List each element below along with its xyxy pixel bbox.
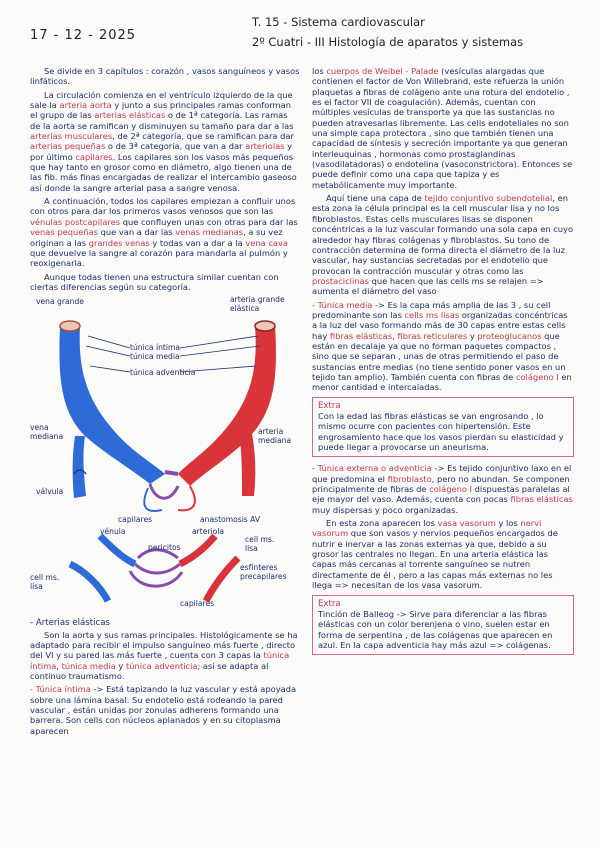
label-capilares: capilares (118, 515, 153, 525)
subendothelial-paragraph (312, 193, 574, 296)
tunica-media-paragraph (312, 300, 574, 393)
term-venas-pequenas: venas pequeñas (30, 227, 98, 238)
term-vasa-vasorum: vasa vasorum (437, 518, 496, 529)
label-cell-ms-lisa-left: cell ms. lisa (30, 573, 60, 591)
text: , a su vez originan a las (30, 227, 283, 248)
term-tejido-subendotelial: tejido conjuntivo subendotelial (424, 193, 553, 204)
label-arteria-mediana: arteria mediana (258, 427, 292, 445)
label-arteriola: arteriola (192, 527, 225, 537)
term-weibel-palade: cuerpos de Weibel - Palade (326, 66, 439, 76)
term-fibras-elasticas: fibras elásticas (329, 330, 393, 341)
term-tunica-media: túnica media (61, 660, 116, 671)
term-nervi-vasorum: nervi vasorum (312, 518, 542, 539)
text: y todas van a dar a la (149, 237, 246, 248)
extra-box-elasticity (312, 397, 574, 458)
text: o de 1ª categoría. Las ramas de la aorta se ramifican y disminuyen su tamaño para dar a las (30, 110, 294, 131)
term-prostaciclinas: prostaciclinas (312, 275, 369, 286)
term-fibroblasto: fibroblasto (387, 473, 432, 484)
term-arterias-pequenas: arterias pequeñas (30, 141, 106, 152)
text: organizadas concéntricas a la luz del vaso formando más de 30 capas entre estas cells hay (312, 309, 568, 341)
label-arteria-grande: arteria grande elástica (230, 295, 285, 313)
extra-text: Con la edad las fibras elásticas se van engrosando , lo mismo ocurre con pacientes con hipertensión. Este engrosamiento hace que los vasos pierdan su elasticidad y puede llegar a provocarse un aneurisma. (318, 411, 564, 453)
text: que están en decalaje ya que no forman paquetes compactos , sino que se separan , unas de otras permitiendo el paso de sustancias entre medias (no tiene sentido poner vasos en un tejido tan amplio). También cuenta con fibras de (312, 330, 566, 382)
term-arterias-elasticas: arterias elásticas (94, 110, 166, 121)
page-header (0, 0, 600, 60)
text: , (56, 660, 62, 671)
text: , de 2ª categoría, que se ramifican para dar (112, 131, 294, 142)
term-cells-ms-lisas: cells ms lisas (404, 309, 460, 320)
label-vena-mediana: vena mediana (30, 423, 64, 441)
topic-title: T. 15 - Sistema cardiovascular (252, 15, 425, 29)
text: que son vasos y nervios pequeños encargados de nutrir e inervar a las zonas externas ya que, debido a su grosor las centrales no llegan. En una arteria elástica las capas más cercanas al torrente sanguíneo se nutren directamente de él , pero a las capas más externas no les llega => necesitan de los vasa vasorum. (312, 528, 558, 591)
text: y (115, 660, 126, 671)
label-anastomosis: anastomosis AV (200, 515, 261, 525)
label-tunica-intima: túnica íntima (130, 343, 181, 353)
label-cell-ms-lisa-right: cell ms. lisa (245, 535, 275, 553)
tunica-intima-paragraph (30, 684, 300, 736)
text: en menor cantidad e intercaladas. (312, 371, 572, 393)
term-tunica-adventicia: túnica adventicia (125, 660, 198, 671)
venule-shape (100, 536, 135, 564)
text: y junto a sus principales ramas conforman el grupo de las (30, 100, 291, 121)
term-colageno-i: colágeno I (515, 371, 559, 382)
text: y los (495, 518, 521, 529)
elastic-arteries-paragraph (30, 630, 300, 682)
text: A continuación, todos los capilares empiezan a confluir unos con otros para dar los primeros vasos venosos que son las (30, 196, 296, 217)
term-tunica-media-heading: - Túnica media (312, 299, 373, 310)
label-vena-grande: vena grande (36, 297, 84, 307)
tunica-externa-paragraph (312, 463, 574, 515)
vasa-vasorum-paragraph (312, 518, 574, 590)
term-tunica-externa-heading: - Túnica externa o adventicia (312, 463, 432, 474)
vein-branch (73, 436, 86, 498)
extra-title: Extra (318, 400, 341, 411)
arteriole-shape (180, 536, 215, 564)
section-heading-arterias-elasticas: - Arterias elásticas (30, 618, 110, 629)
circulation-paragraph (30, 90, 300, 193)
label-pericitos: pericitos (148, 543, 181, 553)
capillary-bed (150, 484, 178, 498)
text: La circulación comienza en el ventrículo izquierdo de la que sale la (30, 89, 293, 111)
text: que hacen que las cells ms se relajen => aumenta el diámetro del vaso (312, 275, 544, 297)
term-proteoglucanos: proteoglucanos (477, 330, 542, 341)
term-capilares: capilares (75, 151, 113, 162)
term-vena-cava: vena cava (245, 237, 288, 248)
text: . Los capilares son los vasos más pequeños que hay tanto en grosor como en diámetro, algo tienen una de las fib. más finas encargadas de realizar el intercambio gaseoso así donde la sangre arterial pasa a sangre venosa. (30, 151, 297, 193)
term-arterias-musculares: arterias musculares (30, 131, 113, 142)
subject-title: 2º Cuatri - III Histología de aparatos y sistemas (252, 35, 524, 49)
label-tunica-adventicia: túnica adventicia (130, 368, 196, 378)
anastomosis-shape (165, 472, 178, 474)
term-arteria-aorta: arteria aorta (59, 100, 112, 111)
text: -> Es tejido conjuntivo laxo en el que predomina el (312, 463, 572, 484)
term-tunica-intima-heading: - Túnica íntima (30, 684, 91, 695)
term-tunica-intima: túnica íntima (30, 650, 290, 671)
right-vessel-lower (206, 558, 238, 601)
text: que devuelve la sangre al corazón para mandarla al pulmón y reoxigenarla. (30, 247, 288, 269)
text: Aquí tiene una capa de (326, 193, 425, 204)
text: En esta zona aparecen los (326, 518, 438, 529)
left-vessel-lower (70, 564, 108, 601)
text: , en esta zona la célula principal es la cell muscular lisa y no los fibroblastos. Estas cells musculares lisas se disponen concéntricas a la luz vascular formando una sola capa en cuyo alrededor hay fibras colágenas y fibroblastos. Su tono de contracción determina de forma directa el diámetro de la luz vascular, hay sustancias secretadas por el endotelio que provocan la contracción muscular y otras como las (312, 193, 574, 276)
term-grandes-venas: grandes venas (88, 237, 150, 248)
artery-lumen (255, 321, 275, 331)
text: y por último (30, 141, 293, 162)
venous-paragraph (30, 196, 300, 268)
text: o de 3ª categoría, que van a dar (105, 141, 246, 152)
date: 17 - 12 - 2025 (30, 28, 137, 43)
text: que confluyen unas con otras para dar las (120, 216, 298, 227)
label-tunica-media: túnica media (130, 352, 180, 362)
artery-branch (240, 434, 255, 496)
text: -> Es la capa más amplia de las 3 , su cell predominante son las (312, 299, 551, 320)
intro-paragraph: Se divide en 3 capítulos : corazón , vasos sanguíneos y vasos linfáticos. (30, 66, 300, 87)
label-esfinteres: esfínteres precapilares (240, 563, 287, 581)
left-column (30, 66, 300, 739)
structure-paragraph: Aunque todas tienen una estructura similar cuentan con ciertas diferencias según su categoría. (30, 271, 279, 292)
text: que van a dar las (97, 227, 176, 238)
label-valvula: válvula (36, 487, 64, 497)
term-venas-medianas: venas medianas (175, 227, 244, 238)
term-fibras-elasticas-adventicia: fibras elásticas (510, 494, 573, 505)
small-capillaries (130, 550, 182, 586)
label-venula: vénula (100, 527, 126, 537)
term-colageno-i-adventicia: colágeno I (429, 484, 472, 495)
text: dispuestas paralelas al eje mayor del vaso. Además, cuenta con pocas (312, 484, 570, 505)
text: y (467, 330, 478, 341)
vein-lumen (60, 321, 80, 331)
extra-text: Tinción de Balleog -> Sirve para diferenciar a las fibras elásticas con un color berenjena o vino, suelen estar en forma de serpentina , de las colágenas que aparecen en azul. En la capa adventicia hay más azul => colágenas. (318, 608, 553, 650)
text: -> Está tapizando la luz vascular y está apoyada sobre una lámina basal. Su endotelio está rodeando la pared vascular , están unidas por zonulas adherens formando una barrera. Son cells con núcleos aplanados y en su citoplasma aparecen (30, 684, 297, 736)
text: , (392, 330, 398, 341)
vessels-diagram (30, 296, 300, 614)
text: muy dispersas y poco organizadas. (312, 504, 459, 515)
text: (vesículas alargadas que contienen el factor de Von Willebrand, este refuerza la unión plaquetas a fibras de colágeno ante una rotura del endotelio , es el factor VII de coagulación). Además, cuentan con múltiples vesículas de transporte ya que las sustancias no pueden atravesarlas libremente. Las cells endoteliales no son una simple capa protectora , sino que también tienen una capacidad de síntesis y secreción importante ya que generan interleuquinas , hormonas como prostaglandinas (vasodilatadoras) o endotelina (vasoconstrictora). Entonces se puede definir como una capa que tapiza y es metabólicamente muy importante. (312, 66, 573, 190)
right-column (312, 66, 574, 661)
text: ; así se adapta al continuo traumatismo. (30, 660, 269, 681)
extra-box-staining (312, 595, 574, 656)
weibel-palade-paragraph (312, 66, 574, 190)
term-fibras-reticulares: fibras reticulares (397, 330, 468, 341)
text: , pero no abundan. Se componen principalmente de fibras de (312, 473, 570, 495)
term-arteriolas: arteriolas (245, 141, 285, 152)
text: los (312, 66, 327, 76)
term-venulas: vénulas postcapilares (30, 216, 121, 227)
text: Son la aorta y sus ramas principales. Histológicamente se ha adaptado para recibir el impulso sanguíneo más fuerte , directo del VI y su pared las más fuerte , cuenta con 3 capas la (30, 629, 298, 661)
capillary-vessel (178, 486, 195, 510)
extra-title: Extra (318, 598, 341, 609)
label-capilares-small: capilares (180, 599, 215, 609)
